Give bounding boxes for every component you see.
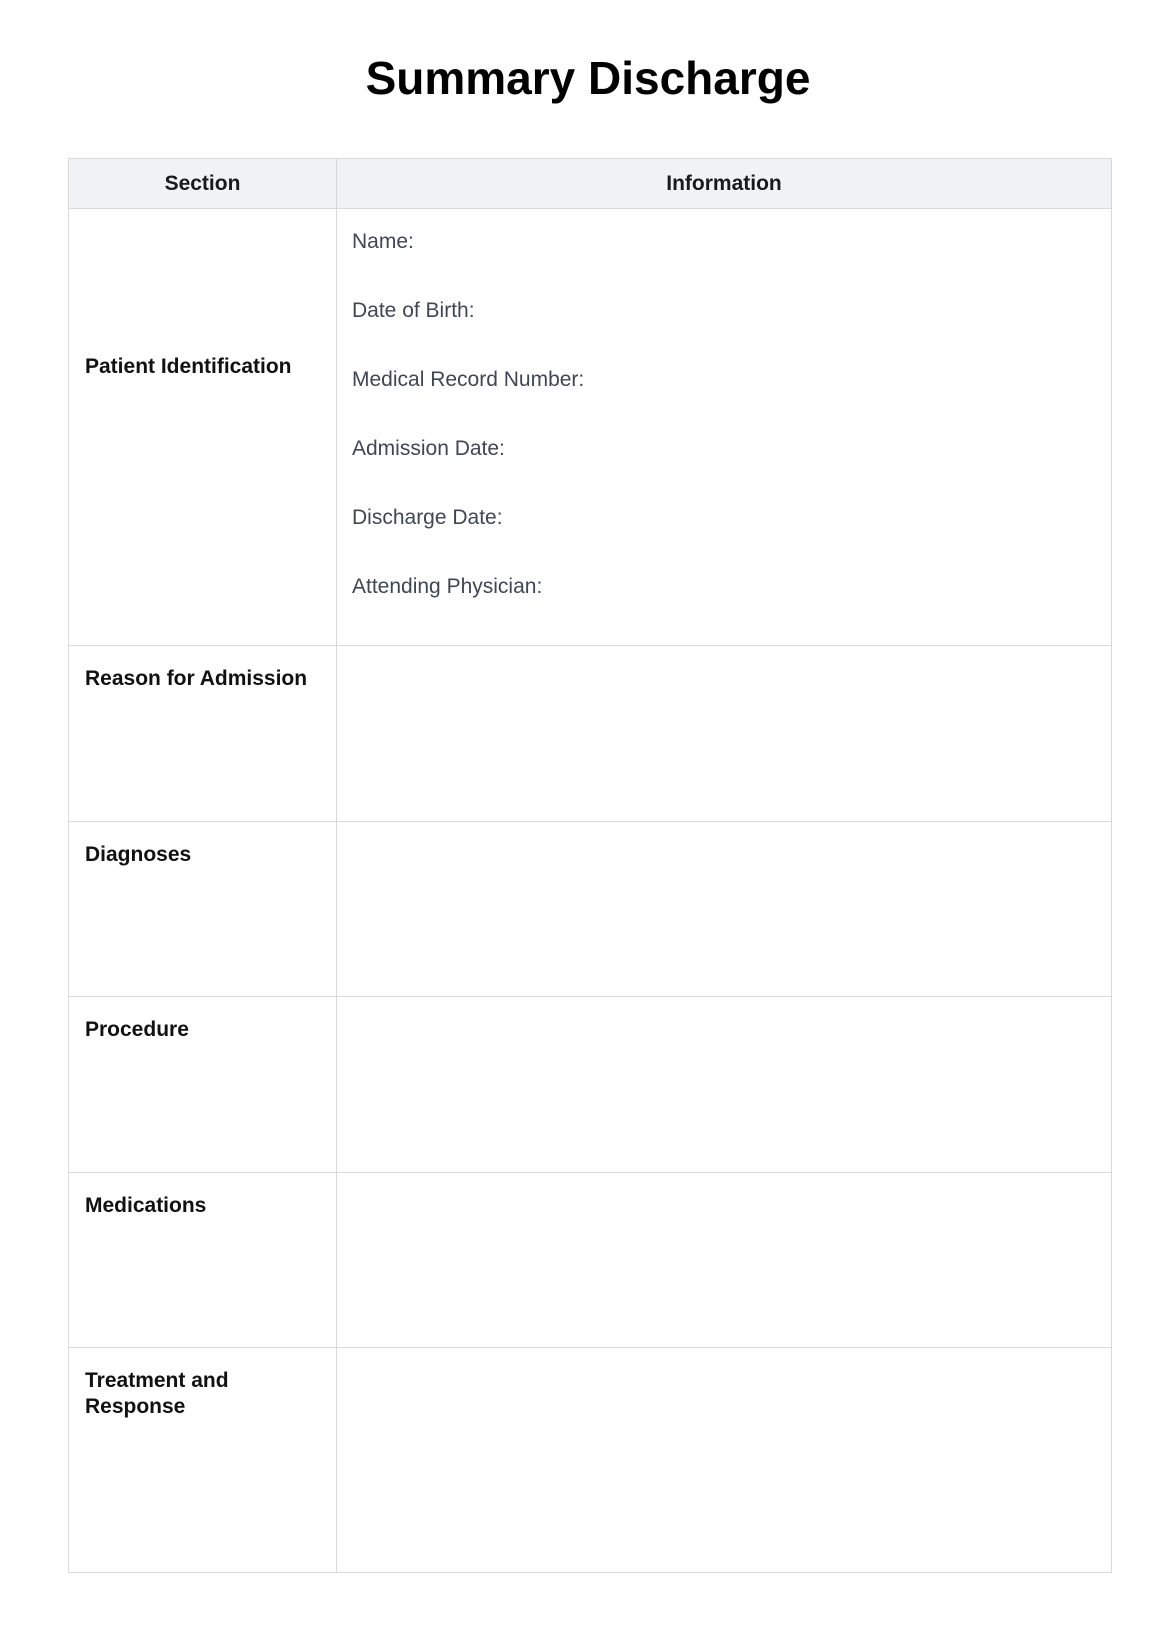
information-cell-patient-identification[interactable] xyxy=(337,209,1112,646)
section-label: Procedure xyxy=(85,1018,189,1041)
section-label: Patient Identification xyxy=(85,355,292,378)
information-cell-diagnoses[interactable] xyxy=(337,822,1112,997)
section-label: Reason for Admission xyxy=(85,667,308,690)
table-row-reason-for-admission xyxy=(69,646,1112,822)
information-cell-treatment-and-response[interactable] xyxy=(337,1348,1112,1573)
attending-physician-field-label: Attending Physician: xyxy=(352,575,543,598)
section-cell-procedure xyxy=(69,997,337,1173)
section-cell-reason-for-admission xyxy=(69,646,337,822)
table-row-diagnoses xyxy=(69,822,1112,997)
page-title: Summary Discharge xyxy=(365,52,811,104)
section-cell-patient-identification xyxy=(69,209,337,646)
section-cell-medications xyxy=(69,1173,337,1348)
admission-date-field-label: Admission Date: xyxy=(352,437,505,460)
patient-field-list xyxy=(337,209,1111,600)
table-row-procedure xyxy=(69,997,1112,1173)
date-of-birth-field-label: Date of Birth: xyxy=(352,299,475,322)
section-cell-diagnoses xyxy=(69,822,337,997)
section-label: Treatment and Response xyxy=(85,1369,229,1418)
summary-table xyxy=(68,158,1112,1573)
discharge-date-field-label: Discharge Date: xyxy=(352,506,503,529)
column-header-information: Information xyxy=(337,159,1112,209)
section-label: Diagnoses xyxy=(85,843,192,866)
column-header-section: Section xyxy=(69,159,337,209)
table-row-treatment-and-response xyxy=(69,1348,1112,1573)
section-label: Medications xyxy=(85,1194,207,1217)
table-header-row xyxy=(69,159,1112,209)
section-cell-treatment-and-response xyxy=(69,1348,337,1573)
information-cell-reason-for-admission[interactable] xyxy=(337,646,1112,822)
information-cell-medications[interactable] xyxy=(337,1173,1112,1348)
table-row-medications xyxy=(69,1173,1112,1348)
name-field-label: Name: xyxy=(352,230,414,253)
medical-record-number-field-label: Medical Record Number: xyxy=(352,368,585,391)
information-cell-procedure[interactable] xyxy=(337,997,1112,1173)
table-row-patient-identification xyxy=(69,209,1112,646)
